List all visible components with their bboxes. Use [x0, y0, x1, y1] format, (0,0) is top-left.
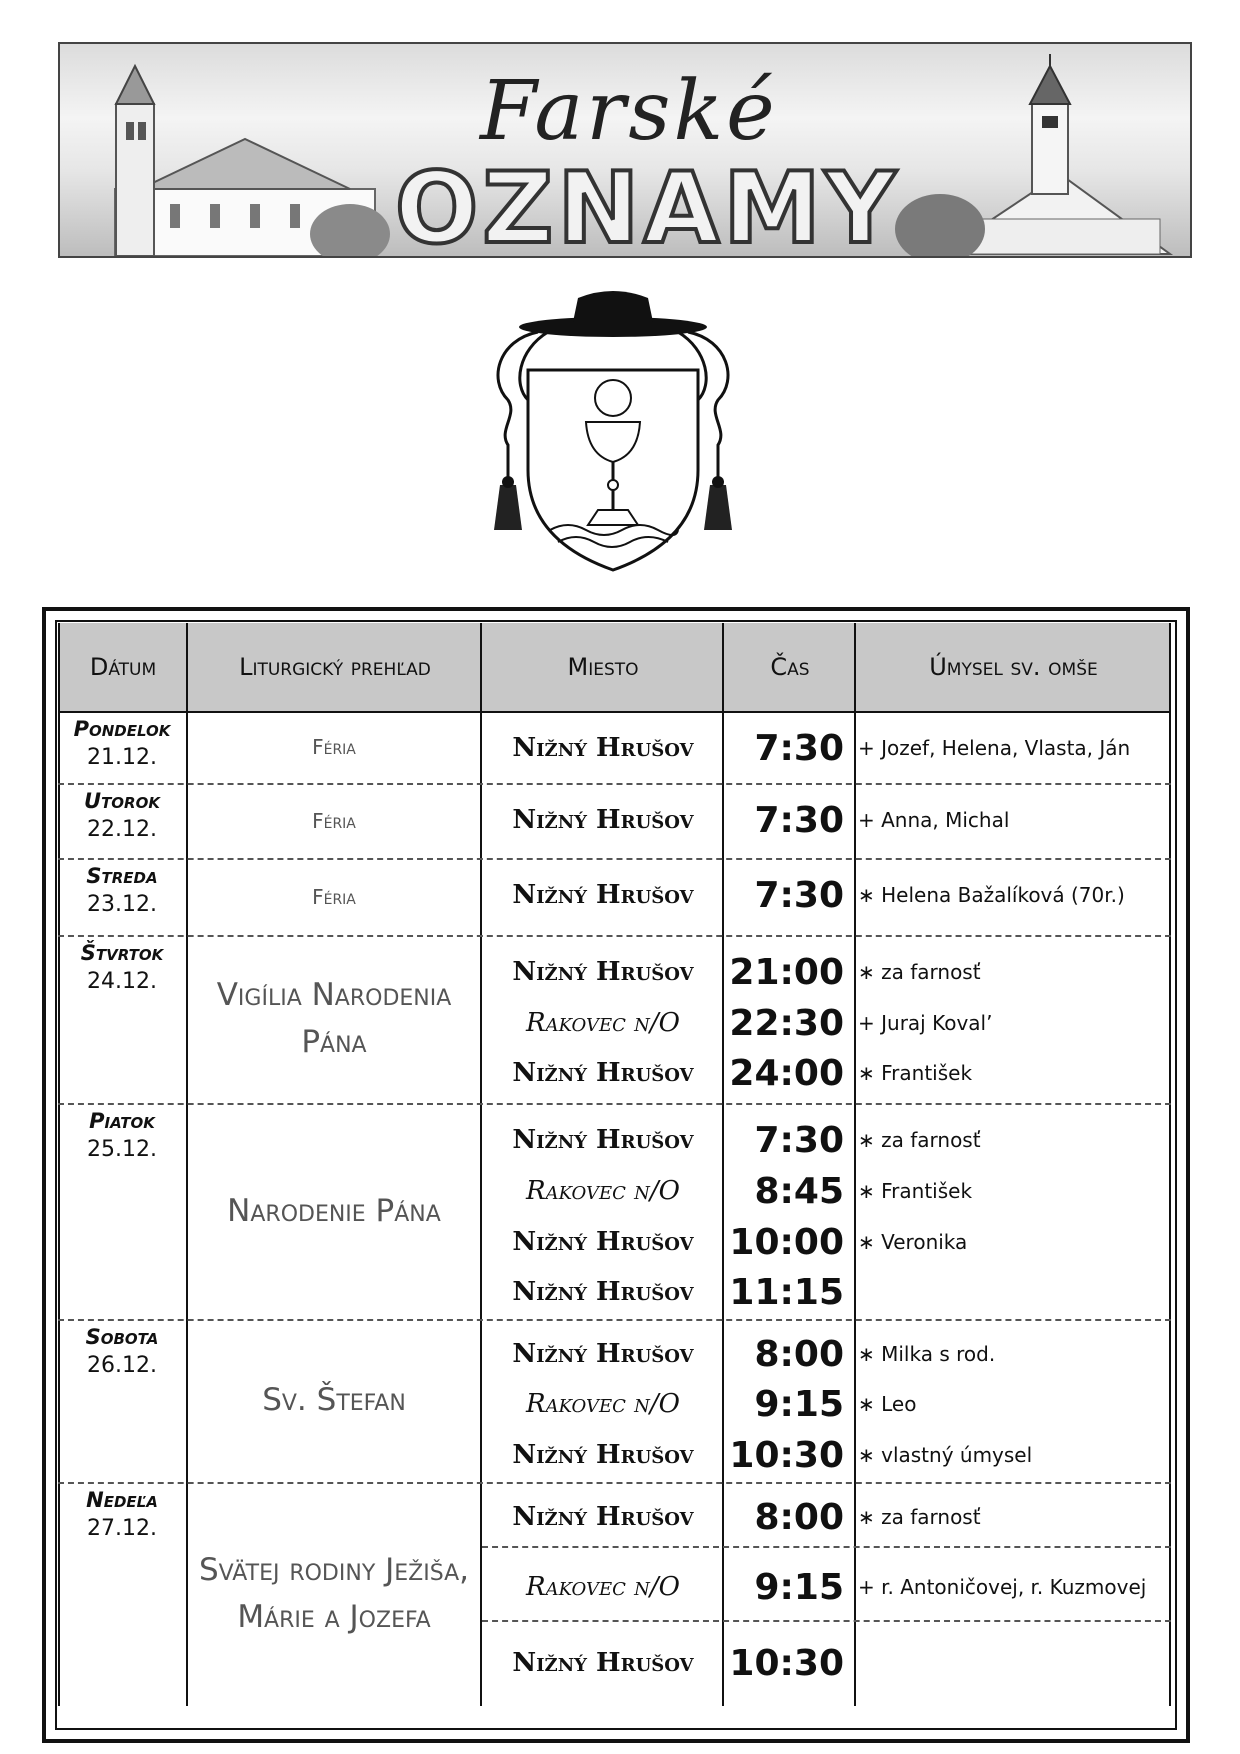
header-date: Dátum — [89, 653, 157, 681]
mass-place: Rakovec n/O — [526, 1176, 680, 1206]
mass-intention: ∗ Leo — [858, 1392, 917, 1416]
mass-time: 8:45 — [754, 1170, 844, 1212]
mass-place: Rakovec n/O — [526, 1389, 680, 1419]
mass-row — [58, 723, 1171, 773]
header-time: Čas — [770, 653, 810, 681]
mass-place: Nižný Hrušov — [512, 1277, 694, 1307]
mass-row — [58, 947, 1171, 997]
mass-time: 8:00 — [754, 1496, 844, 1538]
mass-intention: + Juraj Koval’ — [858, 1011, 993, 1035]
mass-row — [58, 1379, 1171, 1429]
parish-coat-of-arms — [478, 280, 748, 580]
day-date: 26.12. — [87, 1353, 157, 1378]
day-date: 21.12. — [87, 745, 157, 770]
mass-schedule-table — [58, 623, 1171, 1706]
mass-row — [58, 1562, 1171, 1612]
mass-row — [58, 1115, 1171, 1165]
mass-time: 22:30 — [729, 1002, 844, 1044]
day-name: Utorok — [84, 789, 160, 813]
mass-place: Rakovec n/O — [526, 1572, 680, 1602]
mass-place: Nižný Hrušov — [512, 1440, 694, 1470]
mass-row — [58, 1430, 1171, 1480]
day-date: 22.12. — [87, 817, 157, 842]
day-name: Nedeľa — [86, 1488, 158, 1512]
header-intention: Úmysel sv. omše — [929, 653, 1098, 681]
liturgy-cell: Féria — [312, 808, 356, 833]
mass-time: 9:15 — [754, 1383, 844, 1425]
mass-intention: + Anna, Michal — [858, 808, 1010, 832]
banner-title: Farské — [480, 64, 778, 159]
mass-place: Nižný Hrušov — [512, 805, 694, 835]
mass-row — [58, 1217, 1171, 1267]
mass-row — [58, 1048, 1171, 1098]
liturgy-cell: Svätej rodiny Ježiša, Márie a Jozefa — [198, 1552, 469, 1635]
mass-place: Nižný Hrušov — [512, 880, 694, 910]
header-place: Miesto — [567, 653, 639, 681]
mass-time: 24:00 — [729, 1052, 844, 1094]
mass-time: 7:30 — [754, 1119, 844, 1161]
mass-separator — [482, 1546, 1171, 1548]
mass-row — [58, 1638, 1171, 1688]
mass-intention: ∗ Helena Bažalíková (70r.) — [858, 883, 1125, 907]
liturgy-cell: Narodenie Pána — [227, 1192, 441, 1229]
mass-place: Nižný Hrušov — [512, 1339, 694, 1369]
mass-time: 7:30 — [754, 799, 844, 841]
mass-intention — [858, 1267, 1168, 1317]
mass-separator — [482, 1620, 1171, 1622]
mass-place: Rakovec n/O — [526, 1008, 680, 1038]
mass-row — [58, 998, 1171, 1048]
mass-place: Nižný Hrušov — [512, 1648, 694, 1678]
day-date: 27.12. — [87, 1516, 157, 1541]
mass-row — [58, 1492, 1171, 1542]
banner-subtitle: OZNAMY — [395, 152, 900, 258]
mass-time: 21:00 — [729, 951, 844, 993]
liturgy-cell: Sv. Štefan — [262, 1382, 406, 1418]
mass-intention: ∗ Milka s rod. — [858, 1342, 996, 1366]
day-name: Piatok — [89, 1109, 155, 1133]
day-name: Sobota — [85, 1325, 159, 1349]
mass-row — [58, 1267, 1171, 1317]
day-date: 24.12. — [87, 969, 157, 994]
mass-intention: + Jozef, Helena, Vlasta, Ján — [858, 736, 1131, 760]
day-name: Streda — [86, 864, 158, 888]
mass-intention: ∗ vlastný úmysel — [858, 1443, 1033, 1467]
mass-row — [58, 1329, 1171, 1379]
day-date: 23.12. — [87, 892, 157, 917]
mass-intention: + r. Antoničovej, r. Kuzmovej — [858, 1575, 1147, 1599]
header-banner — [58, 42, 1192, 258]
mass-time: 10:00 — [729, 1221, 844, 1263]
mass-place: Nižný Hrušov — [512, 1227, 694, 1257]
mass-place: Nižný Hrušov — [512, 733, 694, 763]
mass-row — [58, 1166, 1171, 1216]
liturgy-cell: Vigília Narodenia Pána — [216, 977, 452, 1060]
mass-intention: ∗ za farnosť — [858, 1128, 981, 1152]
mass-row — [58, 795, 1171, 845]
liturgy-cell: Féria — [312, 735, 356, 759]
day-name: Štvrtok — [80, 941, 164, 965]
mass-time: 10:30 — [729, 1642, 844, 1684]
liturgy-cell: Féria — [312, 884, 356, 909]
mass-place: Nižný Hrušov — [512, 1502, 694, 1532]
header-liturgy: Liturgický prehľad — [239, 653, 431, 681]
mass-time: 8:00 — [754, 1333, 844, 1375]
mass-intention: ∗ František — [858, 1061, 973, 1085]
day-date: 25.12. — [87, 1137, 157, 1162]
mass-place: Nižný Hrušov — [512, 957, 694, 987]
mass-intention: ∗ Veronika — [858, 1230, 968, 1254]
mass-time: 10:30 — [729, 1434, 844, 1476]
mass-time: 9:15 — [754, 1566, 844, 1608]
day-name: Pondelok — [73, 717, 171, 741]
mass-place: Nižný Hrušov — [512, 1058, 694, 1088]
mass-intention: ∗ František — [858, 1179, 973, 1203]
mass-intention — [858, 1638, 1168, 1688]
mass-intention: ∗ za farnosť — [858, 960, 981, 984]
mass-intention: ∗ za farnosť — [858, 1505, 981, 1529]
mass-time: 7:30 — [754, 727, 844, 769]
mass-row — [58, 870, 1171, 920]
mass-time: 11:15 — [729, 1271, 844, 1313]
mass-place: Nižný Hrušov — [512, 1125, 694, 1155]
mass-time: 7:30 — [754, 874, 844, 916]
